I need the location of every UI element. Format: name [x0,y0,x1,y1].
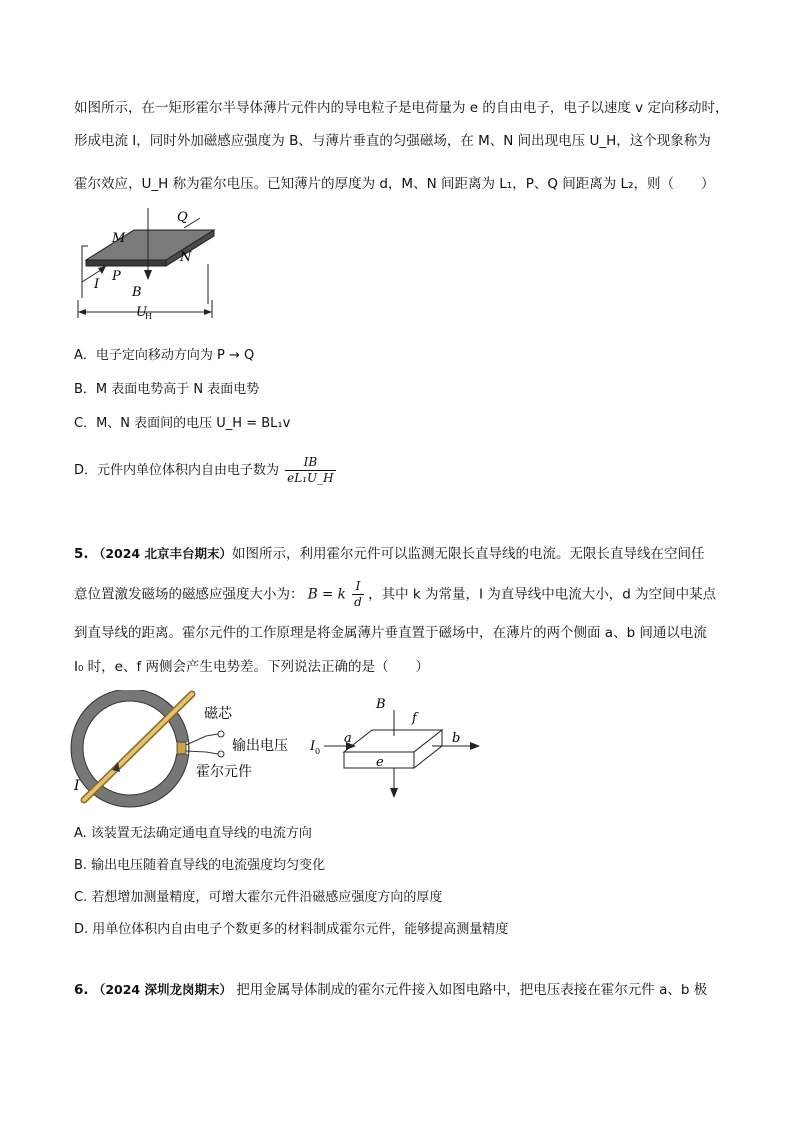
label-b: b [452,731,461,746]
q4-option-d-numerator: IB [285,455,335,471]
q4-stem-line-3: 霍尔效应，U_H 称为霍尔电压。已知薄片的厚度为 d，M、N 间距离为 L₁，P、Q 间距离为 L₂，则（ ） [74,176,715,192]
q4-stem-line-2: 形成电流 I，同时外加磁感应强度为 B、与薄片垂直的匀强磁场，在 M、N 间出现电压 U_H，这个现象称为 [74,133,711,149]
q4-option-b[interactable]: B．M 表面电势高于 N 表面电势 [74,382,260,397]
q5-stem-line-4: I₀ 时，e、f 两侧会产生电势差。下列说法正确的是（ ） [74,659,430,675]
q5-source: （2024 北京丰台期末） [92,546,232,561]
label-P: P [112,269,121,284]
q5-magnetic-core-figure [66,690,316,810]
q4-stem-line-1: 如图所示，在一矩形霍尔半导体薄片元件内的导电粒子是电荷量为 e 的自由电子，电子以速度 v 定向移动时， [74,100,729,116]
q5-formula-denominator: d [354,595,362,609]
label-M: M [112,231,126,246]
label-f: f [412,711,417,726]
q5-stem-line-1 [74,545,704,563]
label-I: I [94,277,100,292]
q4-option-c[interactable]: C．M、N 表面间的电压 U_H = BL₁v [74,416,291,431]
q6-stem-line-1 [74,981,707,999]
q5-line1-text: 如图所示，利用霍尔元件可以监测无限长直导线的电流。无限长直导线在空间任 [231,546,705,562]
q5-formula-fraction [352,579,364,610]
label-I0-sub: 0 [315,747,321,756]
label-core: 磁芯 [204,706,232,722]
q5-line2-suffix: ，其中 k 为常量，I 为直导线中电流大小，d 为空间中某点 [368,586,717,603]
q4-hall-plate-figure [74,204,224,324]
label-I0: I [310,739,316,754]
q5-line2-prefix: 意位置激发磁场的磁感应强度大小为： [74,586,304,603]
q6-source: （2024 深圳龙岗期末） [92,982,232,997]
q5-stem-line-2 [74,579,716,610]
label-wire-current: I [74,778,80,794]
q4-option-a[interactable]: A．电子定向移动方向为 P → Q [74,348,255,363]
label-output-voltage: 输出电压 [232,738,288,754]
q4-option-d[interactable] [74,455,336,486]
label-e: e [376,755,384,770]
q6-number: 6. [74,982,89,998]
q5-option-c[interactable]: C. 若想增加测量精度，可增大霍尔元件沿磁感应强度方向的厚度 [74,890,443,905]
q5-hall-plate-figure [306,690,496,805]
label-B: B [132,285,142,300]
q5-option-a[interactable]: A. 该装置无法确定通电直导线的电流方向 [74,826,312,841]
q5-number: 5. [74,546,89,562]
label-Q: Q [177,210,188,225]
q5-formula-lhs: B = k [307,586,346,603]
q5-stem-line-3: 到直导线的距离。霍尔元件的工作原理是将金属薄片垂直置于磁场中，在薄片的两个侧面 a、b 间通以电流 [74,625,707,641]
label-hall-element: 霍尔元件 [196,764,252,780]
label-B-field: B [376,697,386,712]
label-N: N [180,250,192,265]
q4-option-d-denominator: eL₁U_H [287,471,334,485]
q6-line1-text: 把用金属导体制成的霍尔元件接入如图电路中，把电压表接在霍尔元件 a、b 极 [236,982,708,998]
q5-formula-numerator: I [352,579,364,595]
q5-option-d[interactable]: D. 用单位体积内自由电子个数更多的材料制成霍尔元件，能够提高测量精度 [74,922,509,937]
q4-option-d-text: D．元件内单位体积内自由电子数为 [74,463,280,478]
label-U-sub: H [145,312,152,321]
q5-option-b[interactable]: B. 输出电压随着直导线的电流强度均匀变化 [74,858,326,873]
label-U: U [136,305,147,320]
label-a: a [344,731,352,746]
q4-option-d-fraction [285,455,335,486]
